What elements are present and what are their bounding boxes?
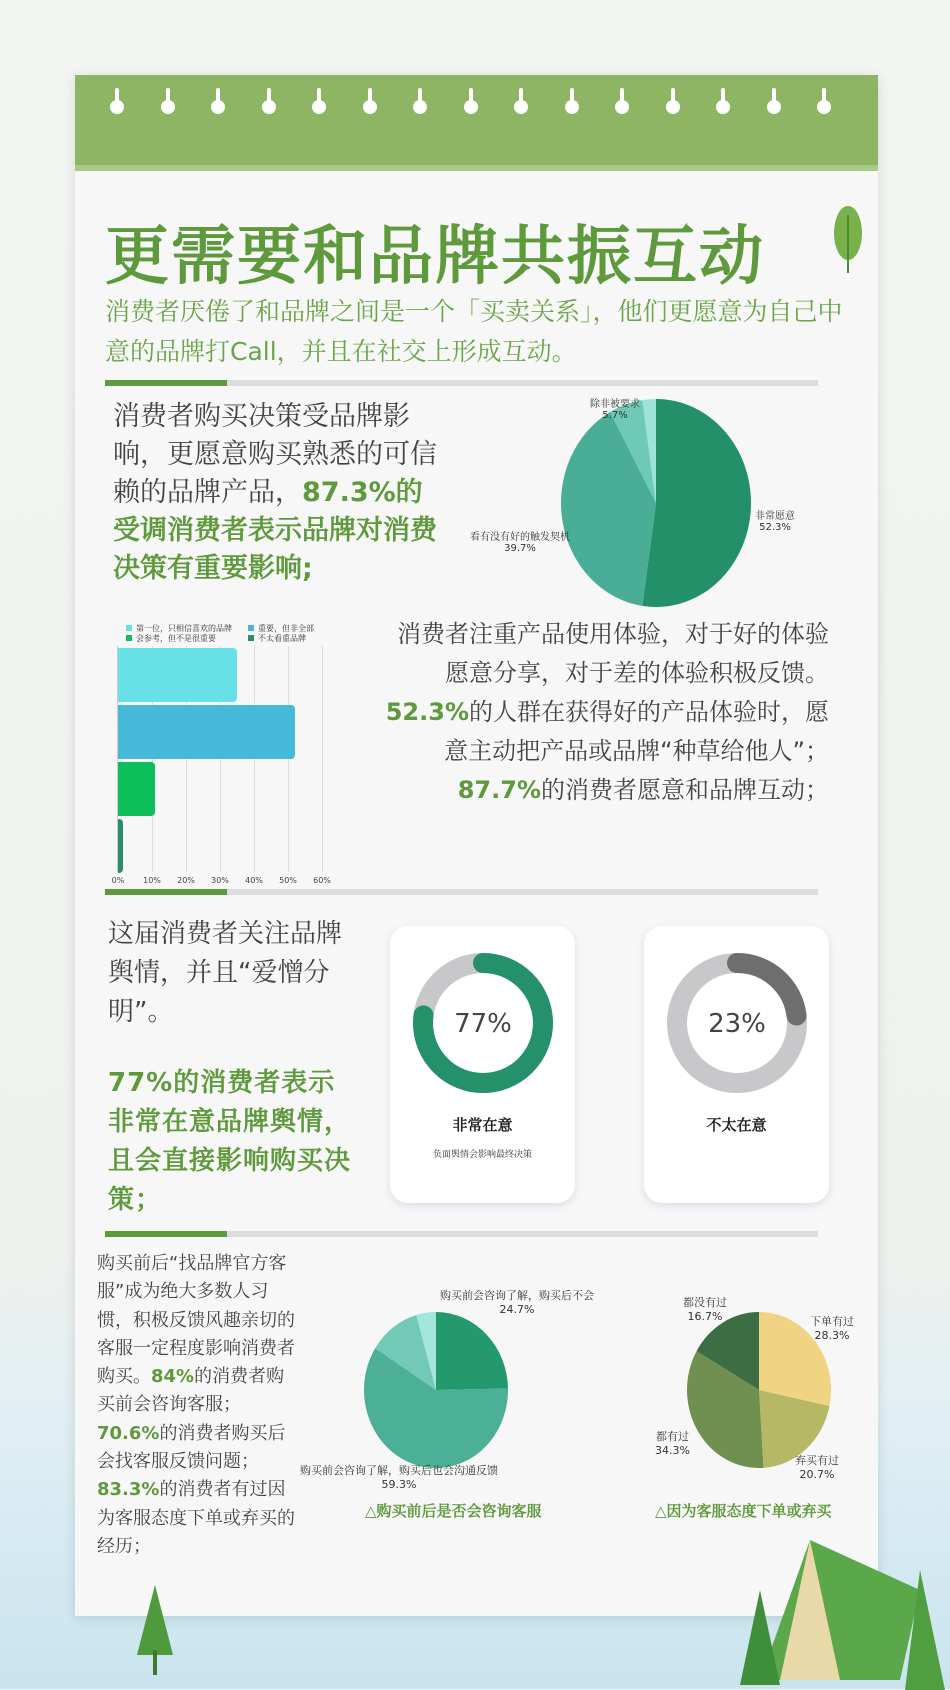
- pie-slice-1: [436, 1312, 508, 1390]
- highlight-text: 84%: [151, 1366, 195, 1388]
- binder-ring-icon: [161, 88, 175, 118]
- bar-1: [118, 648, 237, 702]
- donut-chart: [408, 948, 558, 1098]
- pie1-label-2: 看有没有好的触发契机 39.7%: [470, 532, 570, 554]
- binder-ring-icon: [514, 88, 528, 118]
- section1-text: [113, 398, 443, 588]
- binder-ring-icon: [565, 88, 579, 118]
- section4-text: [97, 1250, 297, 1561]
- binder-ring-icon: [817, 88, 831, 118]
- subtitle: 消费者厌倦了和品牌之间是一个「买卖关系」，他们更愿意为自己中意的品牌打Call，并且在社交上形成互动。: [105, 297, 843, 366]
- highlight-text: 83.3%: [97, 1479, 160, 1501]
- legend-item: 不太看重品牌: [248, 633, 306, 644]
- stat-card-care: [390, 926, 575, 1203]
- section3-text: 这届消费者关注品牌舆情，并且“爱憎分明”。: [108, 919, 343, 1027]
- x-tick-label: 20%: [177, 876, 195, 885]
- stat-card-not-care: [644, 926, 829, 1203]
- binder-ring-icon: [666, 88, 680, 118]
- binder-ring-icon: [110, 88, 124, 118]
- pie3-label-2: 购买前会咨询了解，购买后也会沟通反馈 59.3%: [300, 1464, 498, 1491]
- pie3-label-1: 购买前会咨询了解，购买后不会 24.7%: [440, 1289, 594, 1316]
- divider: [105, 380, 818, 386]
- legend-item: 第一位，只相信喜欢的品牌: [126, 623, 232, 634]
- x-tick-label: 30%: [211, 876, 229, 885]
- binder-ring-icon: [262, 88, 276, 118]
- bar-4: [118, 819, 123, 873]
- x-tick-label: 60%: [313, 876, 331, 885]
- stat-label: 不太在意: [706, 1116, 767, 1134]
- pie-chart-willingness: [545, 395, 775, 610]
- binder-ring-icon: [716, 88, 730, 118]
- grid-line: [288, 646, 289, 872]
- pie4-label-1: 下单有过 28.3%: [810, 1315, 854, 1342]
- divider: [105, 889, 818, 895]
- tree-icon: [135, 1585, 175, 1675]
- legend-item: 重要，但非全部: [248, 623, 314, 634]
- body-text: 消费者购买决策受品牌影响，更愿意购买熟悉的可信赖的品牌产品，: [113, 401, 437, 508]
- legend-item: 会参考，但不是很重要: [126, 633, 216, 644]
- pie1-label-3: 除非被要求 5.7%: [590, 399, 640, 421]
- y-axis: [117, 646, 118, 872]
- x-tick-label: 40%: [245, 876, 263, 885]
- donut-value: 23%: [707, 1009, 766, 1039]
- pie4-label-3: 都有过 34.3%: [655, 1430, 690, 1457]
- tent-tree-decoration: [720, 1530, 950, 1690]
- stat-label: 非常在意: [452, 1116, 513, 1134]
- body-text: 的消费者愿意和品牌互动；: [541, 776, 829, 804]
- binder-ring-icon: [767, 88, 781, 118]
- x-tick-label: 0%: [111, 876, 125, 885]
- section2-text: [385, 615, 829, 810]
- pie1-label-1: 非常愿意 52.3%: [755, 511, 795, 533]
- page-title: 更需要和品牌共振互动: [105, 220, 765, 294]
- pie-chart-consult: [360, 1310, 520, 1470]
- highlight-text: 87.7%: [457, 776, 541, 804]
- donut-value: 77%: [453, 1009, 512, 1039]
- binder-ring-icon: [615, 88, 629, 118]
- highlight-text: 52.3%: [385, 698, 469, 726]
- body-text: 的人群在获得好的产品体验时，愿意主动把产品或品牌“种草给他人”；: [444, 698, 829, 765]
- divider: [105, 1231, 818, 1237]
- grid-line: [322, 646, 323, 872]
- highlight-text: 87.3%的受调消费者表示品牌对消费决策有重要影响;: [113, 477, 437, 584]
- binder-ring-icon: [464, 88, 478, 118]
- section3-highlight: 77%的消费者表示非常在意品牌舆情，且会直接影响购买决策；: [108, 1068, 352, 1215]
- bar-2: [118, 705, 295, 759]
- stat-note: 负面舆情会影响最终决策: [432, 1150, 532, 1160]
- chart-caption-order-abandon: △因为客服态度下单或弃买: [655, 1502, 832, 1520]
- binder-ring-icon: [413, 88, 427, 118]
- body-text: 的消费者购买前会咨询客服；: [97, 1366, 285, 1416]
- highlight-text: 70.6%: [97, 1422, 160, 1444]
- body-text: 消费者注重产品使用体验，对于好的体验愿意分享，对于差的体验积极反馈。: [397, 620, 829, 687]
- body-text: 的消费者有过因为客服态度下单或弃买的经历；: [97, 1479, 295, 1557]
- pie4-label-2: 弃买有过 20.7%: [795, 1454, 839, 1481]
- body-text: 的消费者购买后会找客服反馈问题；: [97, 1422, 286, 1473]
- body-text: 购买前后“找品牌官方客服”成为绝大多数人习惯，积极反馈风趣亲切的客服一定程度影响消费者购买。: [97, 1253, 295, 1388]
- x-tick-label: 50%: [279, 876, 297, 885]
- chart-caption-consult: △购买前后是否会咨询客服: [365, 1502, 542, 1520]
- grid-line: [254, 646, 255, 872]
- binder-ring-icon: [363, 88, 377, 118]
- binder-ring-icon: [211, 88, 225, 118]
- pie4-label-4: 都没有过 16.7%: [683, 1296, 727, 1323]
- x-tick-label: 10%: [143, 876, 161, 885]
- leaf-icon: [830, 205, 866, 275]
- pie-slice-1: [642, 399, 751, 607]
- donut-chart: [662, 948, 812, 1098]
- binder-ring-icon: [312, 88, 326, 118]
- bar-3: [118, 762, 155, 816]
